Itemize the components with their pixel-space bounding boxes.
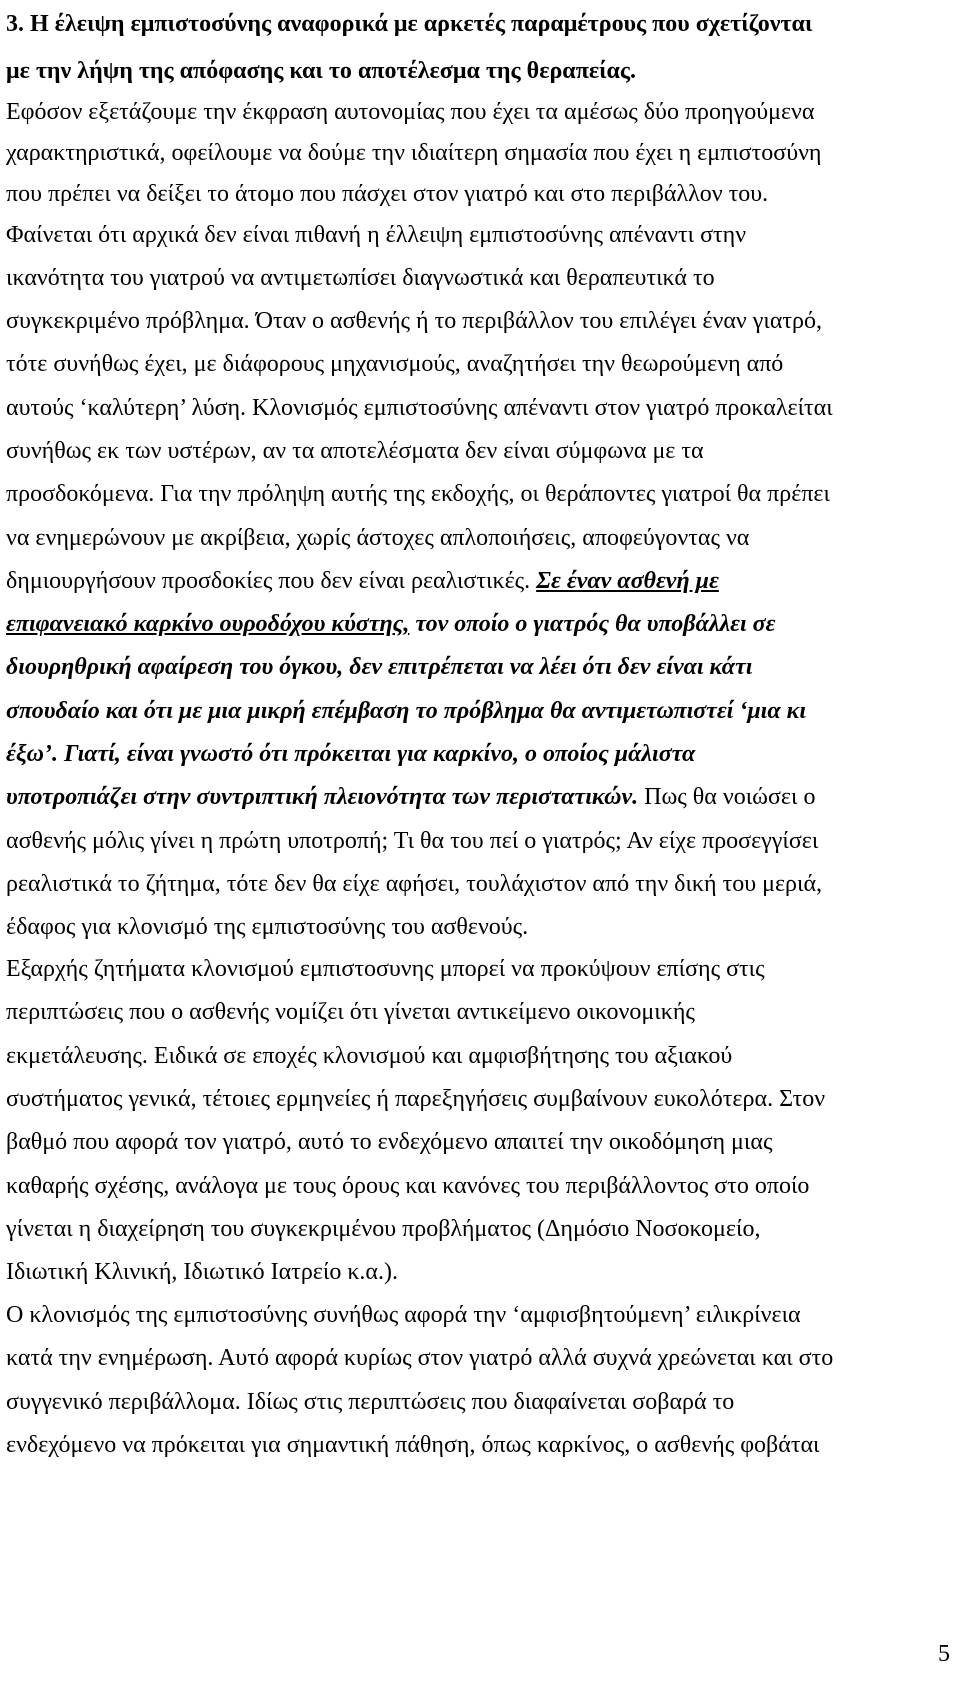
body-line xyxy=(6,567,719,595)
body-line: συγγενικό περιβάλλομα. Ιδίως στις περιπτώσεις που διαφαίνεται σοβαρά το xyxy=(6,1389,735,1415)
body-line: ρεαλιστικά το ζήτημα, τότε δεν θα είχε αφήσει, τουλάχιστον από την δική του μεριά, xyxy=(6,871,823,897)
body-line: ασθενής μόλις γίνει η πρώτη υποτροπή; Τι θα του πεί ο γιατρός; Αν είχε προσεγγίσει xyxy=(6,828,819,854)
emphasized-text: Σε έναν ασθενή με xyxy=(536,568,719,594)
emphasized-line: σπουδαίο και ότι με μια μικρή επέμβαση το πρόβλημα θα αντιμετωπιστεί ‘μια κι xyxy=(6,698,807,724)
body-line: χαρακτηριστικά, οφείλουμε να δούμε την ιδιαίτερη σημασία που έχει η εμπιστοσύνη xyxy=(6,140,822,166)
emphasized-line: έξω’. Γιατί, είναι γνωστό ότι πρόκειται για καρκίνο, ο οποίος μάλιστα xyxy=(6,741,696,767)
emphasized-text: υποτροπιάζει στην συντριπτική πλειονότητα των περιστατικών. xyxy=(6,784,639,810)
body-line: Ιδιωτική Κλινική, Ιδιωτικό Ιατρείο κ.α.). xyxy=(6,1259,398,1285)
body-line: που πρέπει να δείξει το άτομο που πάσχει στον γιατρό και στο περιβάλλον του. xyxy=(6,181,769,207)
body-line: ενδεχόμενο να πρόκειται για σημαντική πάθηση, όπως καρκίνος, ο ασθενής φοβάται xyxy=(6,1432,820,1458)
body-line: συγκεκριμένο πρόβλημα. Όταν ο ασθενής ή το περιβάλλον του επιλέγει έναν γιατρό, xyxy=(6,308,823,334)
body-line: Εφόσον εξετάζουμε την έκφραση αυτονομίας που έχει τα αμέσως δύο προηγούμενα xyxy=(6,99,815,125)
body-line: κατά την ενημέρωση. Αυτό αφορά κυρίως στον γιατρό αλλά συχνά χρεώνεται και στο xyxy=(6,1345,834,1371)
underlined-emphasis: επιφανειακό καρκίνο ουροδόχου κύστης, xyxy=(6,611,410,637)
body-line: Φαίνεται ότι αρχικά δεν είναι πιθανή η έλλειψη εμπιστοσύνης απέναντι στην xyxy=(6,222,747,248)
body-line: έδαφος για κλονισμό της εμπιστοσύνης του ασθενούς. xyxy=(6,914,529,940)
body-line: εκμετάλευσης. Ειδικά σε εποχές κλονισμού και αμφισβήτησης του αξιακού xyxy=(6,1043,733,1069)
body-line xyxy=(6,783,815,811)
body-text: Πως θα νοιώσει ο xyxy=(638,784,816,810)
body-line: προσδοκόμενα. Για την πρόληψη αυτής της εκδοχής, οι θεράποντες γιατροί θα πρέπει xyxy=(6,481,830,507)
page-number: 5 xyxy=(938,1641,950,1667)
body-line: να ενημερώνουν με ακρίβεια, χωρίς άστοχες απλοποιήσεις, αποφεύγοντας να xyxy=(6,525,750,551)
body-line: περιπτώσεις που ο ασθενής νομίζει ότι γίνεται αντικείμενο οικονομικής xyxy=(6,999,695,1025)
body-line: συνήθως εκ των υστέρων, αν τα αποτελέσματα δεν είναι σύμφωνα με τα xyxy=(6,438,704,464)
section-heading-line-1: 3. Η έλειψη εμπιστοσύνης αναφορικά με αρκετές παραμέτρους που σχετίζονται xyxy=(6,11,813,37)
emphasized-line: διουρηθρική αφαίρεση του όγκου, δεν επιτρέπεται να λέει ότι δεν είναι κάτι xyxy=(6,654,753,680)
body-line: Εξαρχής ζητήματα κλονισμού εμπιστοσυνης μπορεί να προκύψουν επίσης στις xyxy=(6,956,765,982)
body-line: ικανότητα του γιατρού να αντιμετωπίσει διαγνωστικά και θεραπευτικά το xyxy=(6,265,715,291)
body-line: καθαρής σχέσης, ανάλογα με τους όρους και κανόνες του περιβάλλοντος στο οποίο xyxy=(6,1173,810,1199)
body-line: γίνεται η διαχείρηση του συγκεκριμένου προβλήματος (Δημόσιο Νοσοκομείο, xyxy=(6,1216,761,1242)
section-heading-line-2: με την λήψη της απόφασης και το αποτέλεσμα της θεραπείας. xyxy=(6,58,637,84)
body-text: δημιουργήσουν προσδοκίες που δεν είναι ρεαλιστικές. xyxy=(6,568,537,594)
emphasized-text: τον οποίο ο γιατρός θα υποβάλλει σε xyxy=(409,611,776,637)
body-line: τότε συνήθως έχει, με διάφορους μηχανισμούς, αναζητήσει την θεωρούμενη από xyxy=(6,351,784,377)
emphasized-line xyxy=(6,610,775,638)
body-line: Ο κλονισμός της εμπιστοσύνης συνήθως αφορά την ‘αμφισβητούμενη’ ειλικρίνεια xyxy=(6,1302,801,1328)
body-line: συστήματος γενικά, τέτοιες ερμηνείες ή παρεξηγήσεις συμβαίνουν ευκολότερα. Στον xyxy=(6,1086,826,1112)
body-line: βαθμό που αφορά τον γιατρό, αυτό το ενδεχόμενο απαιτεί την οικοδόμηση μιας xyxy=(6,1129,773,1155)
body-line: αυτούς ‘καλύτερη’ λύση. Κλονισμός εμπιστοσύνης απέναντι στον γιατρό προκαλείται xyxy=(6,395,833,421)
